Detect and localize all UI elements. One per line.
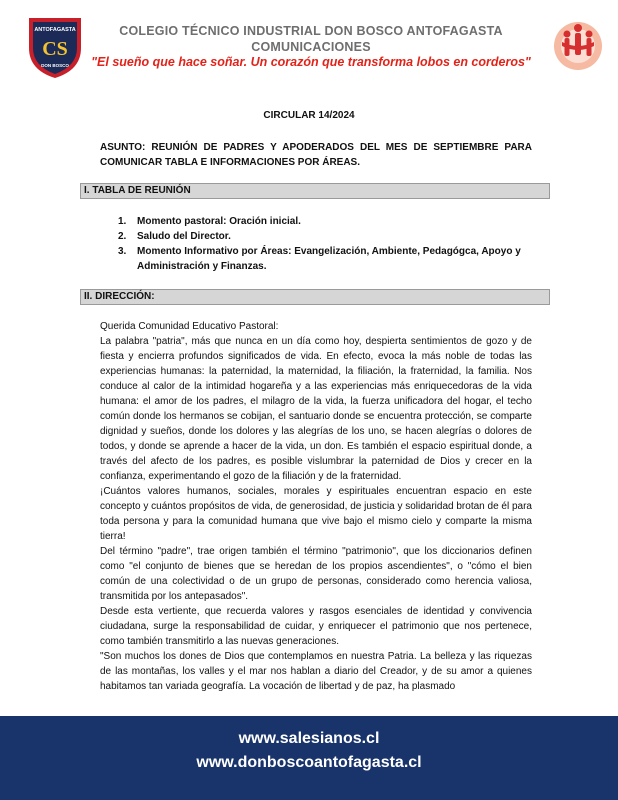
school-shield-logo xyxy=(26,14,84,80)
agenda-item-text: Saludo del Director. xyxy=(137,231,231,242)
svg-text:CS: CS xyxy=(42,38,68,60)
school-motto: "El sueño que hace soñar. Un corazón que transforma lobos en corderos" xyxy=(91,55,531,69)
school-name: COLEGIO TÉCNICO INDUSTRIAL DON BOSCO ANTOFAGASTA xyxy=(119,24,503,38)
letterhead xyxy=(0,0,618,86)
director-message xyxy=(100,319,532,694)
agenda-item xyxy=(118,229,538,244)
body-paragraph: "Son muchos los dones de Dios que contemplamos en nuestra Patria. La belleza y las riquezas de las montañas, los valles y el mar nos hablan a diario del Creador, y de su amor a quienes habitamos tan variada geografía. La vocación de libertad y de paz, ha plasmado xyxy=(100,651,532,692)
department-name: COMUNICACIONES xyxy=(251,40,371,54)
agenda-item-number: 3. xyxy=(118,246,127,257)
agenda-item-number: 2. xyxy=(118,231,127,242)
footer-banner xyxy=(0,716,618,800)
agenda-item-number: 1. xyxy=(118,216,127,227)
agenda-item xyxy=(118,244,538,274)
svg-text:ANTOFAGASTA: ANTOFAGASTA xyxy=(34,27,76,33)
agenda-item xyxy=(118,214,538,229)
website-link-salesianos[interactable]: www.salesianos.cl xyxy=(238,730,380,747)
section-heading-meeting-agenda: I. TABLA DE REUNIÓN xyxy=(80,183,550,199)
agenda-item-text: Momento Informativo por Áreas: Evangelización, Ambiente, Pedagógca, Apoyo y Administración y Finanzas. xyxy=(137,246,521,272)
agenda-item-text: Momento pastoral: Oración inicial. xyxy=(137,216,301,227)
greeting: Querida Comunidad Educativo Pastoral: xyxy=(100,321,279,332)
subject-line: ASUNTO: REUNIÓN DE PADRES Y APODERADOS DEL MES DE SEPTIEMBRE PARA COMUNICAR TABLA E INFORMACIONES POR ÁREAS. xyxy=(100,142,532,168)
body-paragraph: La palabra "patria", más que nunca en un día como hoy, despierta sentimientos de gozo y de fiesta y encierra profundos significados de vida. En efecto, evoca la más noble de todas las experiencias humanas: la paternidad, la maternidad, la filiación, la fraternidad, la familia. Nos conduce al calor de la intimidad hogareña y a las experiencias más enriquecedoras de la vida humana: el amor de los padres, el milagro de la vida, la fuerza unificadora del hogar, el techo común donde los hermanos se cobijan, el santuario donde se encuentra protección, se comparte dignidad y sueños, donde los dolores y las alegrías de los uno, se hacen alegrías o dolores de todos, y donde se aprende a hacer de la vida, un don. Es también el espacio espiritual donde, a través del afecto de los padres, es posible vislumbrar la paternidad de Dios y crecer en la confianza, experimentando el gozo de la filiación y de la fraternidad. xyxy=(100,336,532,482)
section-heading-direction: II. DIRECCIÓN: xyxy=(80,289,550,305)
body-paragraph: Desde esta vertiente, que recuerda valores y rasgos esenciales de identidad y convivencia ciudadana, surge la responsabilidad de cuidar, y enriquecer el patrimonio que nos pertenece, como también transmitirlo a las nuevas generaciones. xyxy=(100,606,532,647)
body-paragraph: ¡Cuántos valores humanos, sociales, morales y espirituales encuentran espacio en este concepto y cuántos propósitos de vida, de generosidad, de justicia y solidaridad brotan de él para toda persona y para la comunidad humana que vive bajo el mismo cielo y comparte la misma tierra! xyxy=(100,486,532,542)
circular-title: CIRCULAR 14/2024 xyxy=(263,110,355,121)
body-paragraph: Del término "padre", trae origen también el término "patrimonio", que los diccionarios definen como "el conjunto de bienes que se heredan de los propios ascendientes", o "cómo el bien común de una colectividad o de un grupo de personas, considerado como herencia valiosa, transmitida por los antepasados". xyxy=(100,546,532,602)
website-link-donbosco[interactable]: www.donboscoantofagasta.cl xyxy=(196,754,422,771)
agenda-list xyxy=(118,214,538,274)
salesian-family-logo xyxy=(552,16,604,76)
svg-text:DON BOSCO: DON BOSCO xyxy=(41,63,69,68)
